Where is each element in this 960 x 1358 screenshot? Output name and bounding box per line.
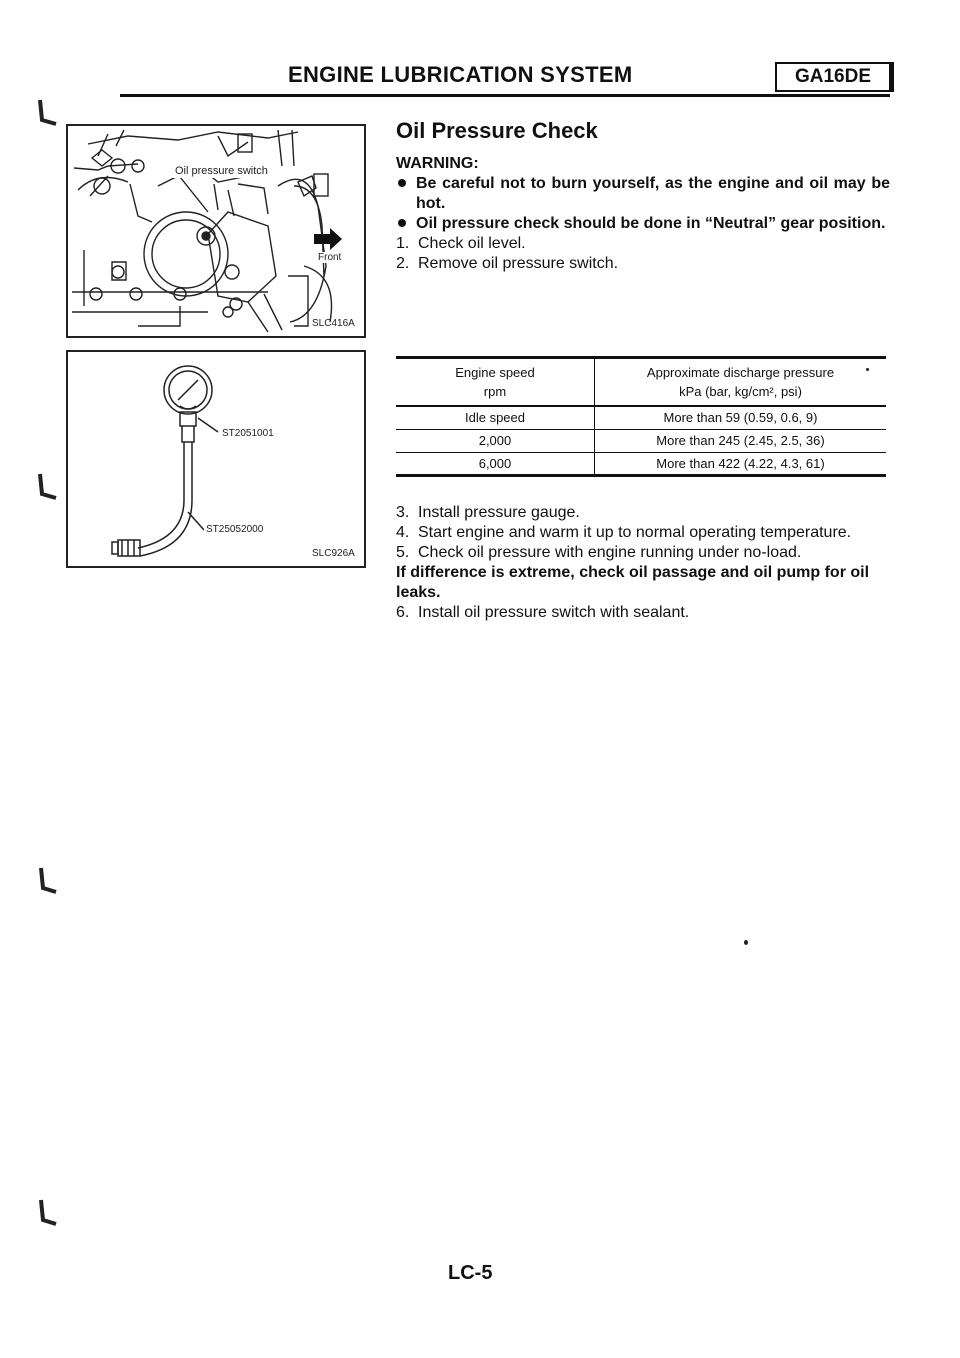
column-header-engine-speed: Engine speed rpm <box>396 358 595 407</box>
label-hose-st25052000: ST25052000 <box>206 524 264 535</box>
header-title: ENGINE LUBRICATION SYSTEM <box>288 62 633 87</box>
column-header-discharge-pressure: Approximate discharge pressure kPa (bar, kg/cm², psi) <box>646 365 835 399</box>
margin-corner-mark-2 <box>36 472 58 502</box>
cell-pressure: More than 59 (0.59, 0.6, 9) <box>663 410 818 426</box>
engine-drawing-icon <box>68 126 364 336</box>
warning-list <box>396 174 890 234</box>
section-title: Oil Pressure Check <box>396 118 598 143</box>
cell-engine-speed: 6,000 <box>396 452 595 475</box>
step-item: 3. Install pressure gauge. <box>396 504 580 521</box>
table-row <box>396 406 886 429</box>
model-badge: GA16DE <box>775 62 894 92</box>
header-rule <box>120 94 890 97</box>
step-item: 4. Start engine and warm it up to normal operating temperature. <box>396 524 852 541</box>
steps-list-before-table <box>396 234 890 274</box>
callout-oil-pressure-switch: Oil pressure switch <box>172 164 271 178</box>
cell-engine-speed: Idle speed <box>396 406 595 429</box>
steps-after-table <box>396 503 890 623</box>
figure1-code: SLC416A <box>312 318 355 329</box>
warning-item: Be careful not to burn yourself, as the engine and oil may be hot. <box>396 174 890 214</box>
figure-pressure-gauge <box>66 350 366 568</box>
scan-speck <box>866 368 869 371</box>
page-header <box>0 0 960 100</box>
step-item: 6. Install oil pressure switch with sealant. <box>396 604 690 621</box>
table-header-row <box>396 358 886 407</box>
discharge-pressure-table <box>396 356 886 477</box>
cell-engine-speed: 2,000 <box>396 429 595 452</box>
oil-pressure-check-section <box>396 118 890 274</box>
page-number: LC-5 <box>448 1262 493 1284</box>
bullet-icon <box>398 179 406 187</box>
steps-list-final <box>396 603 890 623</box>
table-row <box>396 452 886 475</box>
step-item: 2. Remove oil pressure switch. <box>396 255 619 272</box>
figure2-code: SLC926A <box>312 548 355 559</box>
margin-corner-mark-4 <box>36 1198 58 1228</box>
bullet-icon <box>398 219 406 227</box>
leak-check-note: If difference is extreme, check oil passage and oil pump for oil leaks. <box>396 564 870 601</box>
step-item: 1. Check oil level. <box>396 235 526 252</box>
steps-list-after-table <box>396 503 890 563</box>
margin-corner-mark-1 <box>36 98 58 128</box>
direction-label-front: Front <box>318 252 342 263</box>
table-row <box>396 429 886 452</box>
scan-speck <box>744 940 748 945</box>
step-item: 5. Check oil pressure with engine running under no-load. <box>396 544 802 561</box>
warning-label: WARNING: <box>396 155 479 172</box>
warning-item: Oil pressure check should be done in “Neutral” gear position. <box>396 214 890 234</box>
figure-engine-oil-pressure-switch <box>66 124 366 338</box>
cell-pressure: More than 422 (4.22, 4.3, 61) <box>656 455 825 471</box>
cell-pressure: More than 245 (2.45, 2.5, 36) <box>656 433 825 448</box>
label-gauge-st2051001: ST2051001 <box>222 428 274 439</box>
margin-corner-mark-3 <box>36 866 58 896</box>
